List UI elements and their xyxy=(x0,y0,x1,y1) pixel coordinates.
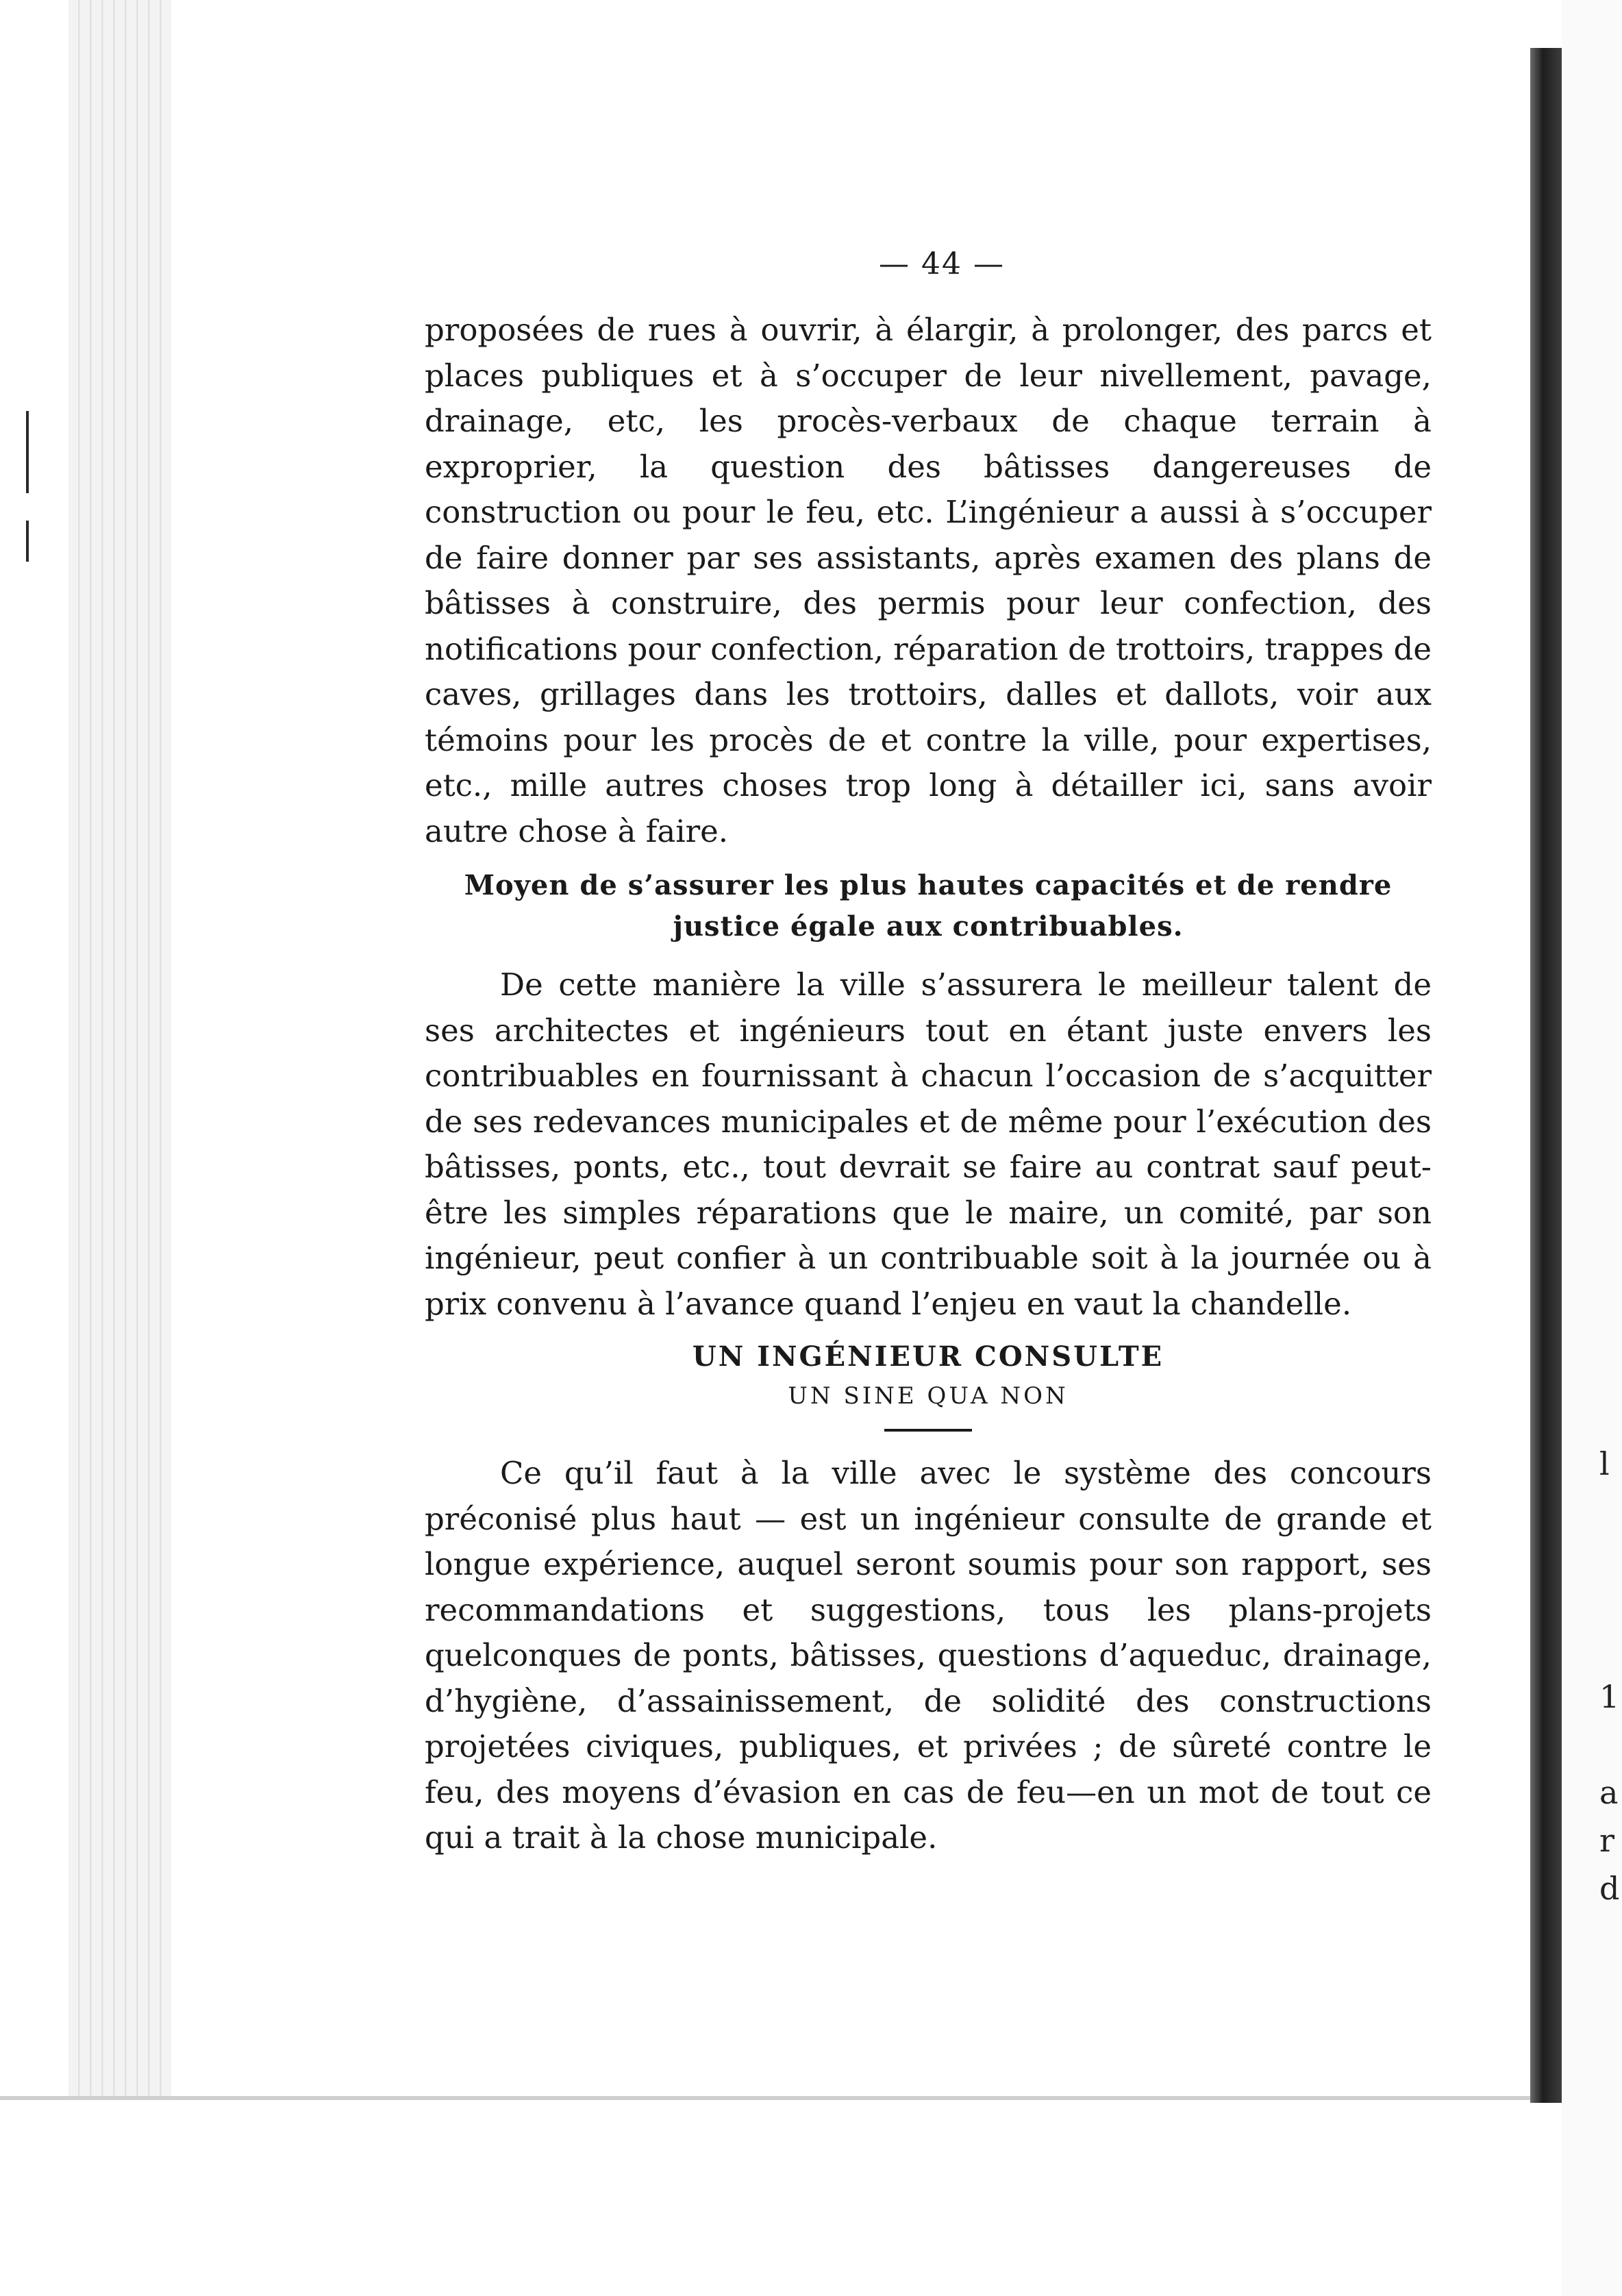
divider xyxy=(884,1429,972,1432)
next-page-fragment: r xyxy=(1599,1822,1614,1859)
next-page-edge xyxy=(1562,0,1622,2296)
section-heading: UN INGÉNIEUR CONSULTE xyxy=(692,1340,1164,1373)
next-page-fragment: d xyxy=(1599,1870,1620,1907)
scan-artifact xyxy=(26,521,29,562)
page-number: — 44 — xyxy=(879,247,1005,282)
book-page xyxy=(425,247,1432,1861)
section-subheading: UN SINE QUA NON xyxy=(788,1382,1069,1410)
section-heading: Moyen de s’assurer les plus hautes capacités et de rendre justice égale aux contribuables. xyxy=(464,869,1393,943)
scan-bottom-edge xyxy=(0,2096,1622,2100)
paragraph: proposées de rues à ouvrir, à élargir, à prolonger, des parcs et places publiques et à s’occuper de leur nivellement, pavage, drainage, etc, les procès-verbaux de chaque terrain à exproprier, la question des bâtisses dangereuses de construction ou pour le feu, etc. L’ingénieur a aussi à s’occuper de faire donner par ses assistants, après examen des plans de bâtisses à construire, des permis pour leur confection, des notifications pour confection, réparation de trottoirs, trappes de caves, grillages dans les trottoirs, dalles et dallots, voir aux témoins pour les procès de et contre la ville, pour expertises, etc., mille autres choses trop long à détailler ici, sans avoir autre chose à faire. xyxy=(425,312,1432,849)
book-gutter xyxy=(1530,48,1562,2103)
page-stack-edges xyxy=(68,0,171,2096)
next-page-fragment: l xyxy=(1599,1445,1610,1482)
next-page-fragment: a xyxy=(1599,1774,1619,1811)
paragraph: De cette manière la ville s’assurera le meilleur talent de ses architectes et ingénieurs tout en étant juste envers les contribuables en fournissant à chacun l’occasion de s’acquitter de ses redevances municipales et de même pour l’exécution des bâtisses, ponts, etc., tout devrait se faire au contrat sauf peut-être les simples réparations que le maire, un comité, par son ingénieur, peut confier à un contribuable soit à la journée ou à prix convenu à l’avance quand l’enjeu en vaut la chandelle. xyxy=(425,966,1432,1322)
paragraph: Ce qu’il faut à la ville avec le système des concours préconisé plus haut — est un ingénieur consulte de grande et longue expérience, auquel seront soumis pour son rapport, ses recommandations et suggestions, tous les plans-projets quelconques de ponts, bâtisses, questions d’aqueduc, drainage, d’hygiène, d’assainissement, de solidité des constructions projetées civiques, publiques, et privées ; de sûreté contre le feu, des moyens d’évasion en cas de feu—en un mot de tout ce qui a trait à la chose municipale. xyxy=(425,1455,1432,1856)
next-page-fragment: 1 xyxy=(1599,1678,1620,1715)
scan-artifact xyxy=(26,411,29,493)
